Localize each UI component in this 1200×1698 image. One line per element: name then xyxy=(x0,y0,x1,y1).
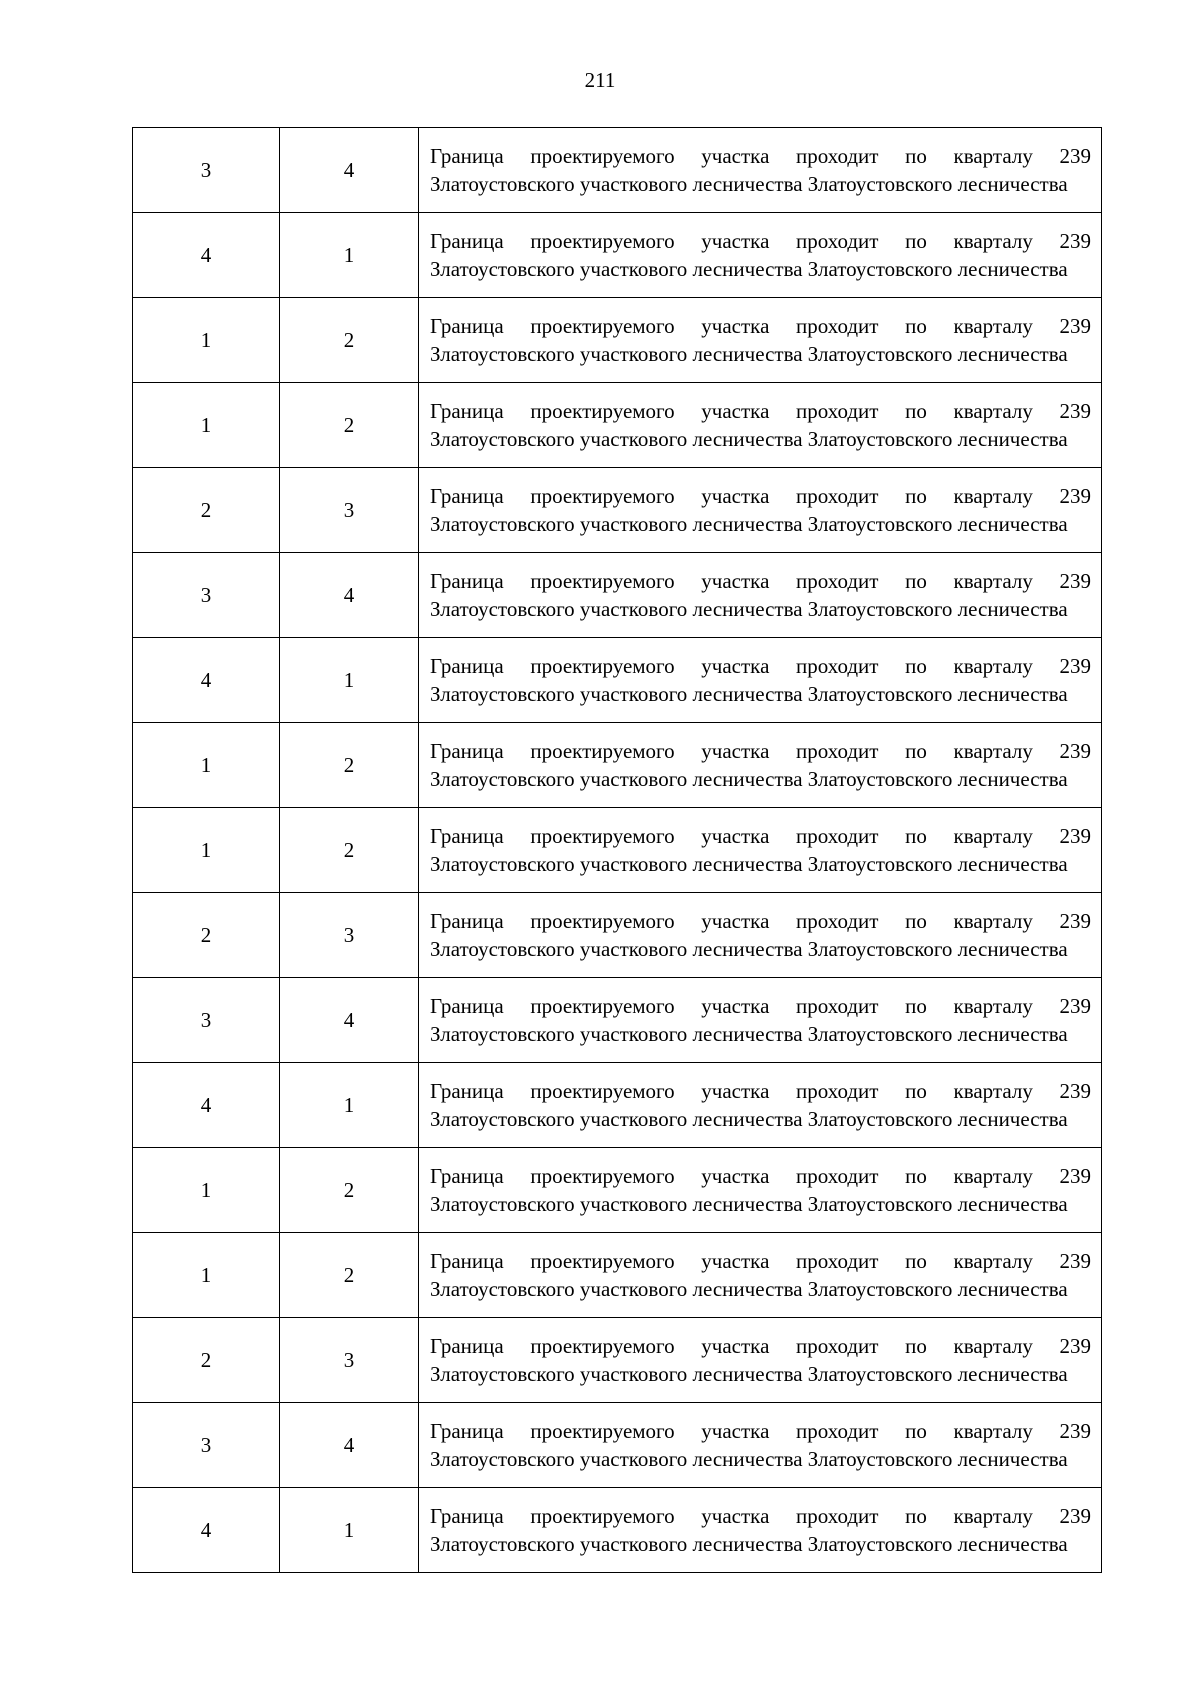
boundary-description-text: Граница проектируемого участка проходит по кварталу 239 Златоустовского участкового лесничества Златоустовского лесничества xyxy=(430,484,1091,536)
from-point-cell: 3 xyxy=(133,1403,280,1488)
boundary-description-cell xyxy=(419,213,1102,298)
to-point-cell: 4 xyxy=(280,1403,419,1488)
boundary-description-text: Граница проектируемого участка проходит по кварталу 239 Златоустовского участкового лесничества Златоустовского лесничества xyxy=(430,229,1091,281)
to-point-cell: 1 xyxy=(280,1063,419,1148)
boundary-description-cell xyxy=(419,1488,1102,1573)
boundary-description-cell xyxy=(419,1063,1102,1148)
from-point-cell: 2 xyxy=(133,893,280,978)
from-point-cell: 4 xyxy=(133,638,280,723)
table-row xyxy=(133,723,1102,808)
table-row xyxy=(133,638,1102,723)
boundary-description-text: Граница проектируемого участка проходит по кварталу 239 Златоустовского участкового лесничества Златоустовского лесничества xyxy=(430,1334,1091,1386)
table-row xyxy=(133,1403,1102,1488)
to-point-cell: 3 xyxy=(280,893,419,978)
to-point-cell: 4 xyxy=(280,128,419,213)
to-point-cell: 4 xyxy=(280,553,419,638)
boundary-description-text: Граница проектируемого участка проходит по кварталу 239 Златоустовского участкового лесничества Златоустовского лесничества xyxy=(430,569,1091,621)
to-point-cell: 4 xyxy=(280,978,419,1063)
table-row xyxy=(133,213,1102,298)
boundary-description-cell xyxy=(419,723,1102,808)
boundary-description-cell xyxy=(419,1403,1102,1488)
boundary-description-cell xyxy=(419,383,1102,468)
boundary-description-text: Граница проектируемого участка проходит по кварталу 239 Златоустовского участкового лесничества Златоустовского лесничества xyxy=(430,1419,1091,1471)
to-point-cell: 2 xyxy=(280,1148,419,1233)
boundary-table-body xyxy=(133,128,1102,1573)
to-point-cell: 2 xyxy=(280,383,419,468)
boundary-description-text: Граница проектируемого участка проходит по кварталу 239 Златоустовского участкового лесничества Златоустовского лесничества xyxy=(430,1504,1091,1556)
table-row xyxy=(133,893,1102,978)
table-row xyxy=(133,808,1102,893)
boundary-description-text: Граница проектируемого участка проходит по кварталу 239 Златоустовского участкового лесничества Златоустовского лесничества xyxy=(430,824,1091,876)
from-point-cell: 1 xyxy=(133,298,280,383)
boundary-table xyxy=(132,127,1102,1573)
boundary-description-text: Граница проектируемого участка проходит по кварталу 239 Златоустовского участкового лесничества Златоустовского лесничества xyxy=(430,1164,1091,1216)
to-point-cell: 2 xyxy=(280,298,419,383)
boundary-description-text: Граница проектируемого участка проходит по кварталу 239 Златоустовского участкового лесничества Златоустовского лесничества xyxy=(430,1249,1091,1301)
boundary-description-text: Граница проектируемого участка проходит по кварталу 239 Златоустовского участкового лесничества Златоустовского лесничества xyxy=(430,654,1091,706)
boundary-description-cell xyxy=(419,298,1102,383)
boundary-description-text: Граница проектируемого участка проходит по кварталу 239 Златоустовского участкового лесничества Златоустовского лесничества xyxy=(430,739,1091,791)
table-row xyxy=(133,553,1102,638)
boundary-description-text: Граница проектируемого участка проходит по кварталу 239 Златоустовского участкового лесничества Златоустовского лесничества xyxy=(430,314,1091,366)
from-point-cell: 2 xyxy=(133,1318,280,1403)
boundary-table-container xyxy=(132,127,1102,1573)
boundary-description-cell xyxy=(419,808,1102,893)
table-row xyxy=(133,1148,1102,1233)
boundary-description-cell xyxy=(419,468,1102,553)
boundary-description-text: Граница проектируемого участка проходит по кварталу 239 Златоустовского участкового лесничества Златоустовского лесничества xyxy=(430,399,1091,451)
table-row xyxy=(133,1318,1102,1403)
to-point-cell: 2 xyxy=(280,808,419,893)
page-number: 211 xyxy=(584,68,616,92)
boundary-description-cell xyxy=(419,1233,1102,1318)
boundary-description-cell xyxy=(419,128,1102,213)
from-point-cell: 4 xyxy=(133,213,280,298)
to-point-cell: 1 xyxy=(280,1488,419,1573)
to-point-cell: 2 xyxy=(280,1233,419,1318)
table-row xyxy=(133,468,1102,553)
boundary-description-text: Граница проектируемого участка проходит по кварталу 239 Златоустовского участкового лесничества Златоустовского лесничества xyxy=(430,909,1091,961)
table-row xyxy=(133,128,1102,213)
table-row xyxy=(133,1488,1102,1573)
from-point-cell: 1 xyxy=(133,808,280,893)
from-point-cell: 1 xyxy=(133,1233,280,1318)
from-point-cell: 1 xyxy=(133,1148,280,1233)
table-row xyxy=(133,298,1102,383)
table-row xyxy=(133,978,1102,1063)
boundary-description-cell xyxy=(419,1148,1102,1233)
table-row xyxy=(133,383,1102,468)
from-point-cell: 1 xyxy=(133,723,280,808)
from-point-cell: 4 xyxy=(133,1488,280,1573)
to-point-cell: 1 xyxy=(280,638,419,723)
boundary-description-cell xyxy=(419,893,1102,978)
from-point-cell: 1 xyxy=(133,383,280,468)
to-point-cell: 3 xyxy=(280,468,419,553)
boundary-description-cell xyxy=(419,1318,1102,1403)
from-point-cell: 3 xyxy=(133,128,280,213)
boundary-description-text: Граница проектируемого участка проходит по кварталу 239 Златоустовского участкового лесничества Златоустовского лесничества xyxy=(430,1079,1091,1131)
from-point-cell: 2 xyxy=(133,468,280,553)
from-point-cell: 4 xyxy=(133,1063,280,1148)
to-point-cell: 3 xyxy=(280,1318,419,1403)
boundary-description-text: Граница проектируемого участка проходит по кварталу 239 Златоустовского участкового лесничества Златоустовского лесничества xyxy=(430,994,1091,1046)
from-point-cell: 3 xyxy=(133,978,280,1063)
from-point-cell: 3 xyxy=(133,553,280,638)
to-point-cell: 1 xyxy=(280,213,419,298)
boundary-description-text: Граница проектируемого участка проходит по кварталу 239 Златоустовского участкового лесничества Златоустовского лесничества xyxy=(430,144,1091,196)
boundary-description-cell xyxy=(419,978,1102,1063)
boundary-description-cell xyxy=(419,553,1102,638)
table-row xyxy=(133,1233,1102,1318)
to-point-cell: 2 xyxy=(280,723,419,808)
boundary-description-cell xyxy=(419,638,1102,723)
table-row xyxy=(133,1063,1102,1148)
